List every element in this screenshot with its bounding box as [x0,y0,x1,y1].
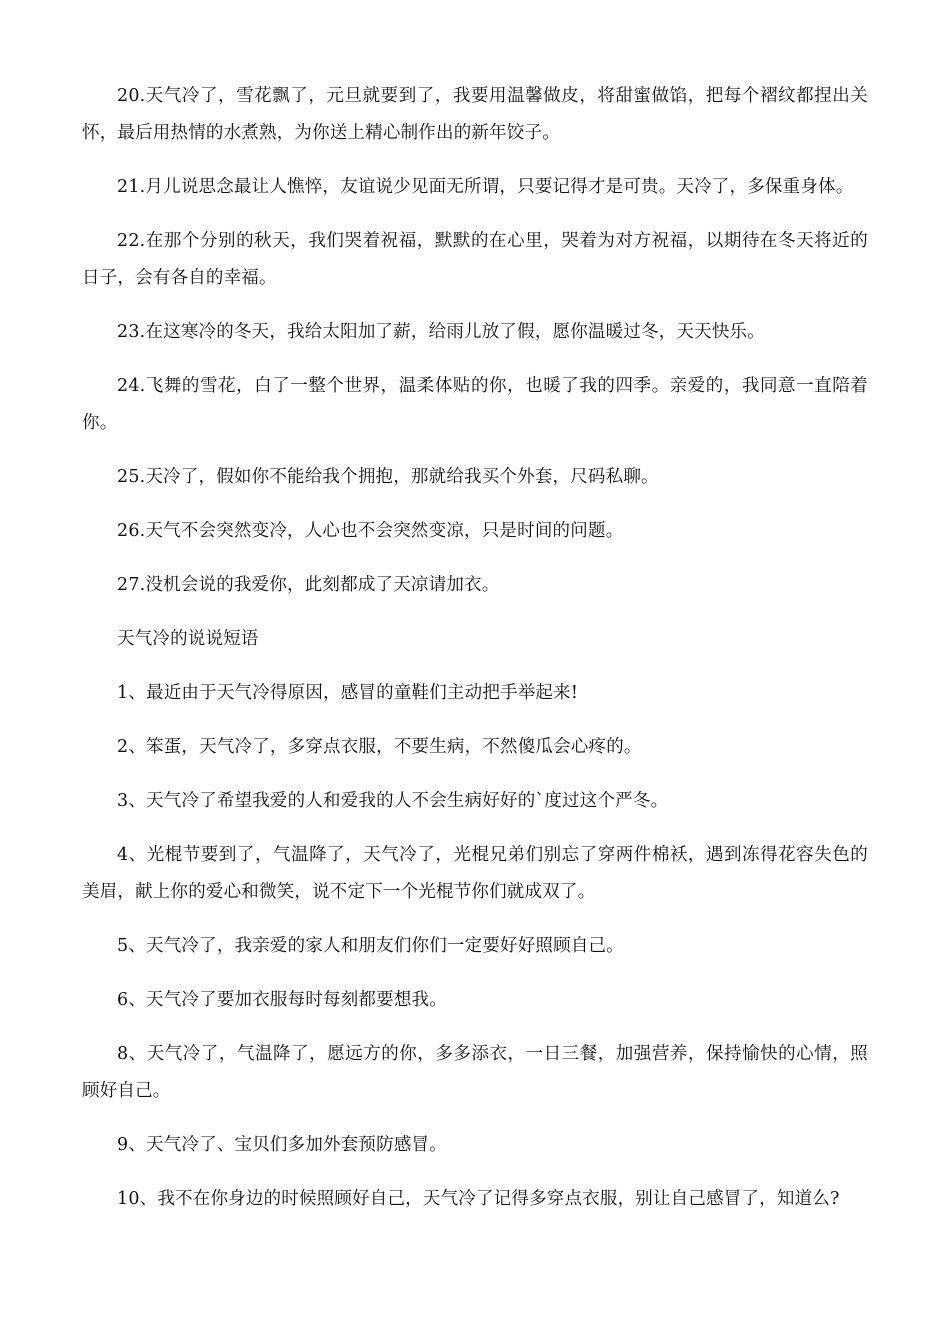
paragraph-25: 25.天冷了，假如你不能给我个拥抱，那就给我买个外套，尺码私聊。 [117,467,659,487]
list-item-5: 5、天气冷了，我亲爱的家人和朋友们你们一定要好好照顾自己。 [117,936,624,956]
document-body [82,78,868,1235]
paragraph-23: 23.在这寒冷的冬天，我给太阳加了薪，给雨儿放了假，愿你温暖过冬，天天快乐。 [117,322,765,342]
paragraph-21: 21.月儿说思念最让人憔悴，友谊说少见面无所谓，只要记得才是可贵。天冷了，多保重身体。 [117,177,854,197]
list-item-9: 9、天气冷了、宝贝们多加外套预防感冒。 [117,1135,447,1155]
section-heading: 天气冷的说说短语 [117,629,259,649]
list-item-2: 2、笨蛋，天气冷了，多穿点衣服，不要生病，不然傻瓜会心疼的。 [117,737,642,757]
list-item-8: 8、天气冷了，气温降了，愿远方的你，多多添衣，一日三餐，加强营养，保持愉快的心情，照顾好自己。 [82,1044,868,1101]
list-item-1: 1、最近由于天气冷得原因，感冒的童鞋们主动把手举起来! [117,683,579,703]
paragraph-27: 27.没机会说的我爱你，此刻都成了天凉请加衣。 [117,575,500,595]
list-item-3: 3、天气冷了希望我爱的人和爱我的人不会生病好好的`度过这个严冬。 [117,791,669,811]
paragraph-26: 26.天气不会突然变冷，人心也不会突然变凉，只是时间的问题。 [117,521,624,541]
list-item-6: 6、天气冷了要加衣服每时每刻都要想我。 [117,990,447,1010]
list-item-4: 4、光棍节要到了，气温降了，天气冷了，光棍兄弟们别忘了穿两件棉袄，遇到冻得花容失色的美眉，献上你的爱心和微笑，说不定下一个光棍节你们就成双了。 [82,845,868,902]
list-item-10: 10、我不在你身边的时候照顾好自己，天气冷了记得多穿点衣服，别让自己感冒了，知道么? [117,1189,840,1209]
paragraph-24: 24.飞舞的雪花，白了一整个世界，温柔体贴的你，也暖了我的四季。亲爱的，我同意一直陪着你。 [82,376,868,433]
paragraph-20: 20.天气冷了，雪花飘了，元旦就要到了，我要用温馨做皮，将甜蜜做馅，把每个褶纹都捏出关怀，最后用热情的水煮熟，为你送上精心制作出的新年饺子。 [82,86,868,143]
paragraph-22: 22.在那个分别的秋天，我们哭着祝福，默默的在心里，哭着为对方祝福，以期待在冬天将近的日子，会有各自的幸福。 [82,231,868,288]
